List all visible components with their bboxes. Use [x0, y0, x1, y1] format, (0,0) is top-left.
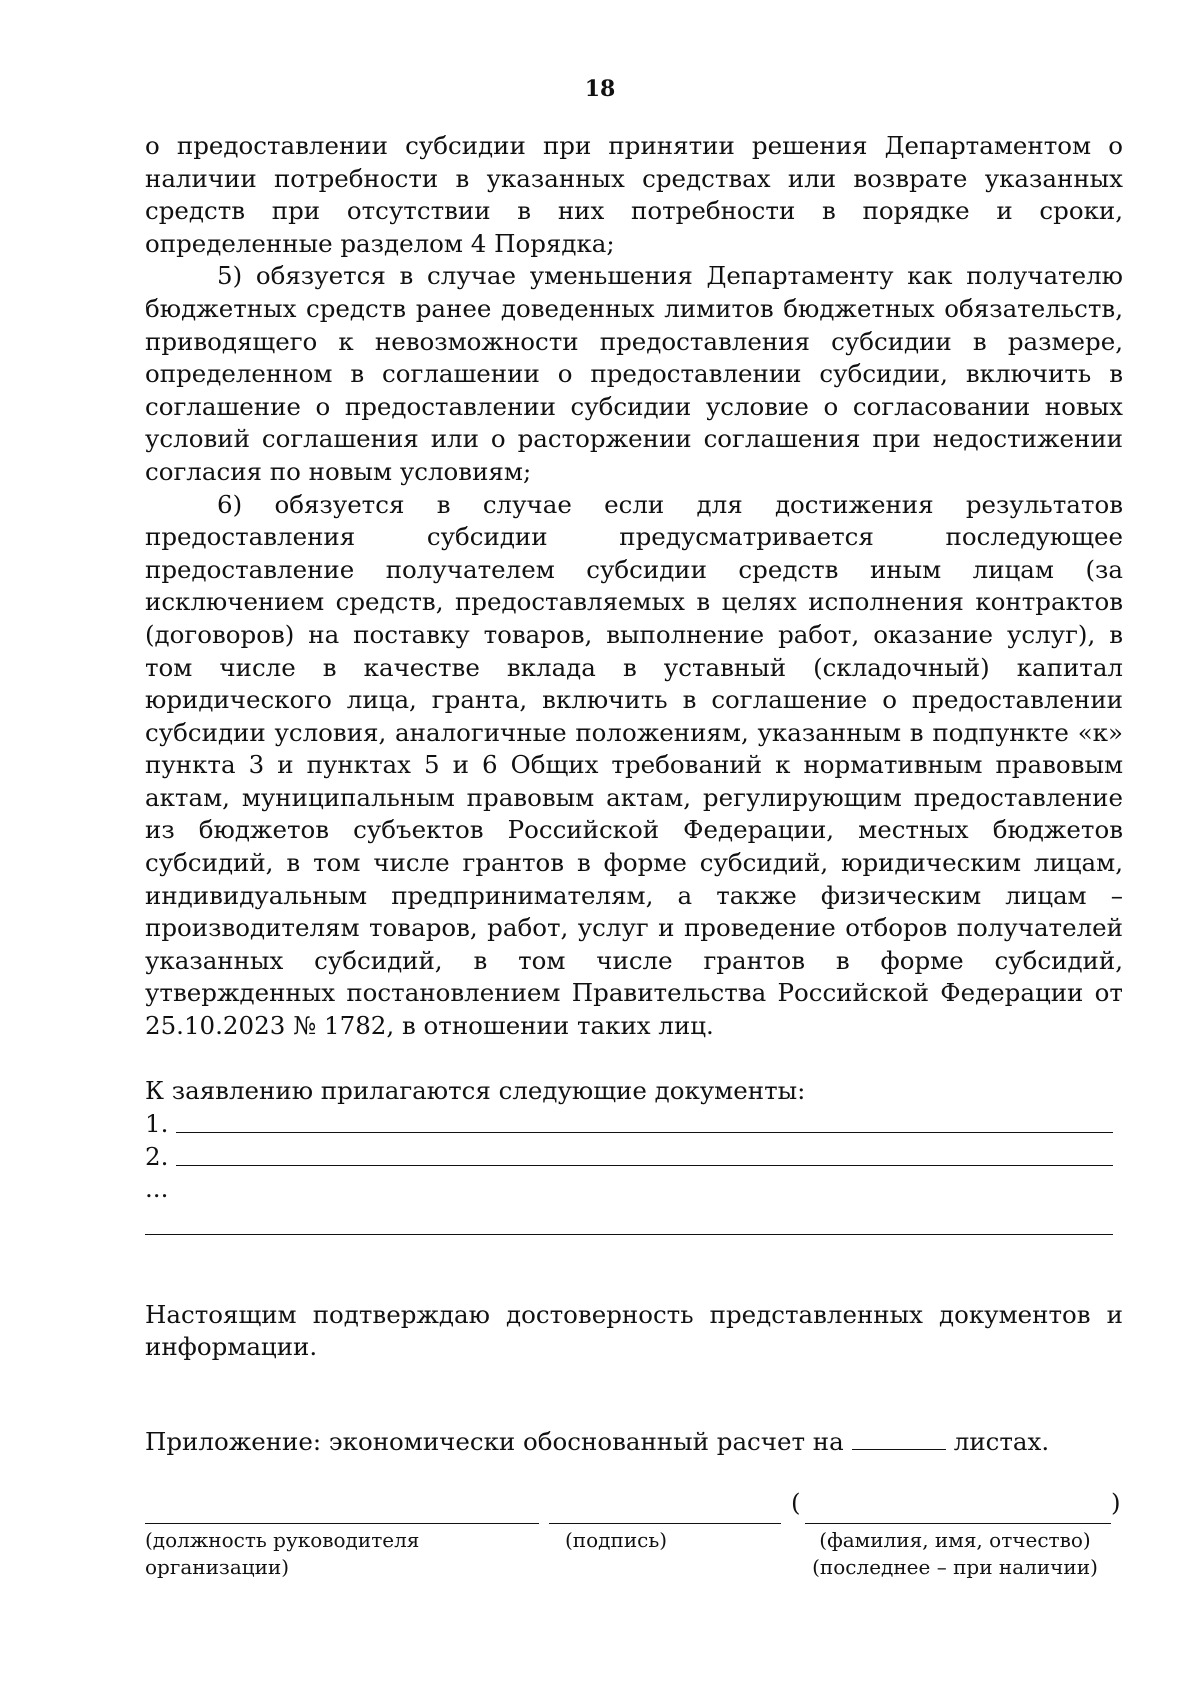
appendix-suffix: листах.	[953, 1427, 1050, 1456]
paragraph-item-6: 6) обязуется в случае если для достижения результатов предоставления субсидии предусматривается последующее предоставление получателем субсидии средств иным лицам (за исключением средств, предоставляемых в целях исполнения контрактов (договоров) на поставку товаров, выполнение работ, оказание услуг), в том числе в качестве вклада в уставный (складочный) капитал юридического лица, гранта, включить в соглашение о предоставлении субсидии условия, аналогичные положениям, указанным в подпункте «к» пункта 3 и пунктах 5 и 6 Общих требований к нормативным правовым актам, муниципальным правовым актам, регулирующим предоставление из бюджетов субъектов Российской Федерации, местных бюджетов субсидий, в том числе грантов в форме субсидий, юридическим лицам, индивидуальным предпринимателям, а также физическим лицам – производителям товаров, работ, услуг и проведение отборов получателей указанных субсидий, в том числе грантов в форме субсидий, утвержденных постановлением Правительства Российской Федерации от 25.10.2023 № 1782, в отношении таких лиц.	[145, 489, 1123, 1041]
paragraph-continuation: о предоставлении субсидии при принятии решения Департаментом о наличии потребности в указанных средствах или возврате указанных средств при отсутствии в них потребности в порядке и сроки, определенные разделом 4 Порядка;	[145, 131, 1123, 258]
sheet-count-blank	[852, 1427, 946, 1450]
documents-ellipsis: ...	[145, 1174, 169, 1204]
document-line-number: 2.	[145, 1141, 169, 1171]
blank-line	[145, 1206, 1113, 1235]
name-label-line2: (последнее – при наличии)	[812, 1554, 1098, 1579]
page-number: 18	[584, 76, 616, 102]
document-line-1	[145, 1107, 1123, 1140]
signature-row	[145, 1487, 1123, 1527]
signature-label: (подпись)	[565, 1527, 668, 1552]
documents-title: К заявлению прилагаются следующие документы:	[145, 1075, 806, 1105]
position-line	[145, 1523, 539, 1524]
name-label	[795, 1527, 1115, 1581]
paragraph-item-5: 5) обязуется в случае уменьшения Департаменту как получателю бюджетных средств ранее доведенных лимитов бюджетных обязательств, приводящего к невозможности предоставления субсидии в размере, определенном в соглашении о предоставлении субсидии, включить в соглашение о предоставлении субсидии условие о согласовании новых условий соглашения или о расторжении соглашения при недостижении согласия по новым условиям;	[145, 261, 1123, 486]
blank-line	[176, 1165, 1113, 1166]
document-line-2	[145, 1140, 1123, 1173]
document-line-number: 1.	[145, 1108, 169, 1138]
position-label-line1: (должность руководителя	[145, 1527, 420, 1552]
confirmation-text: Настоящим подтверждаю достоверность представленных документов и информации.	[145, 1299, 1123, 1362]
position-label	[145, 1527, 419, 1581]
appendix-prefix: Приложение: экономически обоснованный расчет на	[145, 1427, 844, 1456]
open-paren: (	[791, 1487, 801, 1517]
name-label-line1: (фамилия, имя, отчество)	[819, 1527, 1091, 1552]
close-paren: )	[1111, 1487, 1121, 1517]
appendix-line	[145, 1426, 1123, 1459]
document-body	[145, 130, 1123, 1597]
name-line	[805, 1523, 1111, 1524]
signature-labels	[145, 1527, 1123, 1597]
blank-line	[176, 1132, 1113, 1133]
position-label-line2: организации)	[145, 1554, 290, 1579]
signature-line	[549, 1523, 781, 1524]
